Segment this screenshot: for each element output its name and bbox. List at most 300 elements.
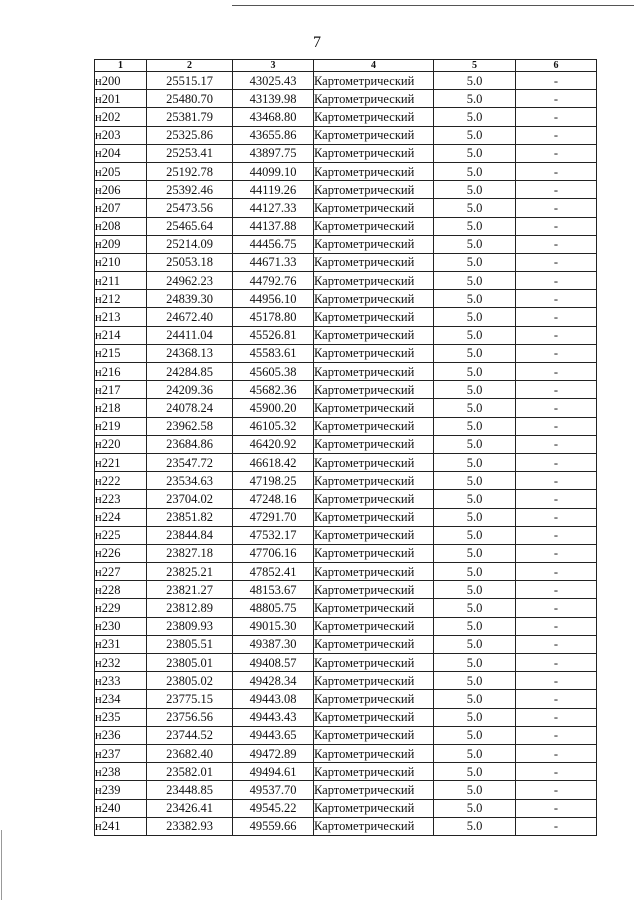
accuracy-cell: 5.0 <box>434 781 516 799</box>
y-coordinate-cell: 49387.30 <box>233 635 314 653</box>
y-coordinate-cell: 44127.33 <box>233 199 314 217</box>
note-cell: - <box>516 199 597 217</box>
note-cell: - <box>516 126 597 144</box>
x-coordinate-cell: 23821.27 <box>147 581 233 599</box>
x-coordinate-cell: 23775.15 <box>147 690 233 708</box>
table-body <box>95 72 597 836</box>
accuracy-cell: 5.0 <box>434 490 516 508</box>
x-coordinate-cell: 23684.86 <box>147 435 233 453</box>
x-coordinate-cell: 23851.82 <box>147 508 233 526</box>
x-coordinate-cell: 23756.56 <box>147 708 233 726</box>
note-cell: - <box>516 272 597 290</box>
table-row <box>95 217 597 235</box>
x-coordinate-cell: 23682.40 <box>147 744 233 762</box>
accuracy-cell: 5.0 <box>434 763 516 781</box>
header-col-5: 5 <box>434 60 516 72</box>
note-cell: - <box>516 290 597 308</box>
method-cell: Картометрический <box>314 90 434 108</box>
x-coordinate-cell: 25325.86 <box>147 126 233 144</box>
point-id-cell: н202 <box>95 108 147 126</box>
top-rule <box>232 5 634 6</box>
note-cell: - <box>516 744 597 762</box>
method-cell: Картометрический <box>314 344 434 362</box>
method-cell: Картометрический <box>314 799 434 817</box>
note-cell: - <box>516 108 597 126</box>
method-cell: Картометрический <box>314 399 434 417</box>
accuracy-cell: 5.0 <box>434 144 516 162</box>
method-cell: Картометрический <box>314 781 434 799</box>
point-id-cell: н237 <box>95 744 147 762</box>
table-row <box>95 108 597 126</box>
x-coordinate-cell: 24368.13 <box>147 344 233 362</box>
header-col-6: 6 <box>516 60 597 72</box>
accuracy-cell: 5.0 <box>434 635 516 653</box>
y-coordinate-cell: 49472.89 <box>233 744 314 762</box>
method-cell: Картометрический <box>314 672 434 690</box>
scan-margin-mark <box>1 830 2 900</box>
y-coordinate-cell: 46105.32 <box>233 417 314 435</box>
header-col-1: 1 <box>95 60 147 72</box>
accuracy-cell: 5.0 <box>434 690 516 708</box>
point-id-cell: н212 <box>95 290 147 308</box>
table-row <box>95 508 597 526</box>
y-coordinate-cell: 44119.26 <box>233 181 314 199</box>
note-cell: - <box>516 363 597 381</box>
accuracy-cell: 5.0 <box>434 381 516 399</box>
point-id-cell: н214 <box>95 326 147 344</box>
table-row <box>95 363 597 381</box>
x-coordinate-cell: 23809.93 <box>147 617 233 635</box>
method-cell: Картометрический <box>314 108 434 126</box>
method-cell: Картометрический <box>314 490 434 508</box>
accuracy-cell: 5.0 <box>434 126 516 144</box>
method-cell: Картометрический <box>314 435 434 453</box>
point-id-cell: н209 <box>95 235 147 253</box>
table-row <box>95 781 597 799</box>
y-coordinate-cell: 43468.80 <box>233 108 314 126</box>
accuracy-cell: 5.0 <box>434 326 516 344</box>
y-coordinate-cell: 49408.57 <box>233 654 314 672</box>
accuracy-cell: 5.0 <box>434 599 516 617</box>
y-coordinate-cell: 49545.22 <box>233 799 314 817</box>
note-cell: - <box>516 654 597 672</box>
y-coordinate-cell: 47706.16 <box>233 544 314 562</box>
table-row <box>95 672 597 690</box>
note-cell: - <box>516 144 597 162</box>
note-cell: - <box>516 726 597 744</box>
table-row <box>95 90 597 108</box>
point-id-cell: н220 <box>95 435 147 453</box>
method-cell: Картометрический <box>314 526 434 544</box>
x-coordinate-cell: 25515.17 <box>147 72 233 90</box>
x-coordinate-cell: 23805.01 <box>147 654 233 672</box>
x-coordinate-cell: 23382.93 <box>147 817 233 835</box>
x-coordinate-cell: 24209.36 <box>147 381 233 399</box>
accuracy-cell: 5.0 <box>434 617 516 635</box>
point-id-cell: н241 <box>95 817 147 835</box>
y-coordinate-cell: 49443.65 <box>233 726 314 744</box>
method-cell: Картометрический <box>314 326 434 344</box>
table-row <box>95 817 597 835</box>
point-id-cell: н239 <box>95 781 147 799</box>
method-cell: Картометрический <box>314 581 434 599</box>
x-coordinate-cell: 24078.24 <box>147 399 233 417</box>
point-id-cell: н225 <box>95 526 147 544</box>
x-coordinate-cell: 23812.89 <box>147 599 233 617</box>
y-coordinate-cell: 49443.43 <box>233 708 314 726</box>
point-id-cell: н201 <box>95 90 147 108</box>
table-row <box>95 162 597 180</box>
table-row <box>95 726 597 744</box>
y-coordinate-cell: 45526.81 <box>233 326 314 344</box>
x-coordinate-cell: 24839.30 <box>147 290 233 308</box>
method-cell: Картометрический <box>314 290 434 308</box>
accuracy-cell: 5.0 <box>434 708 516 726</box>
table-row <box>95 381 597 399</box>
table-row <box>95 326 597 344</box>
x-coordinate-cell: 25381.79 <box>147 108 233 126</box>
point-id-cell: н205 <box>95 162 147 180</box>
point-id-cell: н210 <box>95 253 147 271</box>
note-cell: - <box>516 472 597 490</box>
note-cell: - <box>516 417 597 435</box>
x-coordinate-cell: 23534.63 <box>147 472 233 490</box>
table-row <box>95 181 597 199</box>
y-coordinate-cell: 47248.16 <box>233 490 314 508</box>
method-cell: Картометрический <box>314 363 434 381</box>
point-id-cell: н236 <box>95 726 147 744</box>
x-coordinate-cell: 23448.85 <box>147 781 233 799</box>
point-id-cell: н204 <box>95 144 147 162</box>
method-cell: Картометрический <box>314 763 434 781</box>
method-cell: Картометрический <box>314 308 434 326</box>
note-cell: - <box>516 599 597 617</box>
y-coordinate-cell: 49015.30 <box>233 617 314 635</box>
x-coordinate-cell: 23827.18 <box>147 544 233 562</box>
y-coordinate-cell: 49537.70 <box>233 781 314 799</box>
x-coordinate-cell: 23547.72 <box>147 453 233 471</box>
note-cell: - <box>516 399 597 417</box>
x-coordinate-cell: 23426.41 <box>147 799 233 817</box>
method-cell: Картометрический <box>314 690 434 708</box>
point-id-cell: н228 <box>95 581 147 599</box>
x-coordinate-cell: 23825.21 <box>147 563 233 581</box>
x-coordinate-cell: 23962.58 <box>147 417 233 435</box>
method-cell: Картометрический <box>314 217 434 235</box>
method-cell: Картометрический <box>314 544 434 562</box>
accuracy-cell: 5.0 <box>434 817 516 835</box>
note-cell: - <box>516 308 597 326</box>
table-row <box>95 799 597 817</box>
method-cell: Картометрический <box>314 235 434 253</box>
method-cell: Картометрический <box>314 508 434 526</box>
point-id-cell: н208 <box>95 217 147 235</box>
table-row <box>95 472 597 490</box>
method-cell: Картометрический <box>314 617 434 635</box>
point-id-cell: н231 <box>95 635 147 653</box>
accuracy-cell: 5.0 <box>434 90 516 108</box>
y-coordinate-cell: 47532.17 <box>233 526 314 544</box>
point-id-cell: н216 <box>95 363 147 381</box>
method-cell: Картометрический <box>314 162 434 180</box>
method-cell: Картометрический <box>314 563 434 581</box>
method-cell: Картометрический <box>314 144 434 162</box>
accuracy-cell: 5.0 <box>434 363 516 381</box>
note-cell: - <box>516 799 597 817</box>
table-row <box>95 144 597 162</box>
note-cell: - <box>516 544 597 562</box>
header-col-3: 3 <box>233 60 314 72</box>
table-row <box>95 708 597 726</box>
accuracy-cell: 5.0 <box>434 799 516 817</box>
note-cell: - <box>516 672 597 690</box>
x-coordinate-cell: 23805.02 <box>147 672 233 690</box>
note-cell: - <box>516 508 597 526</box>
table-row <box>95 744 597 762</box>
note-cell: - <box>516 217 597 235</box>
accuracy-cell: 5.0 <box>434 581 516 599</box>
accuracy-cell: 5.0 <box>434 162 516 180</box>
page-number: 7 <box>313 34 321 51</box>
point-id-cell: н238 <box>95 763 147 781</box>
coordinates-table <box>94 59 597 836</box>
note-cell: - <box>516 235 597 253</box>
accuracy-cell: 5.0 <box>434 253 516 271</box>
y-coordinate-cell: 44456.75 <box>233 235 314 253</box>
y-coordinate-cell: 43025.43 <box>233 72 314 90</box>
method-cell: Картометрический <box>314 126 434 144</box>
table-row <box>95 617 597 635</box>
x-coordinate-cell: 24284.85 <box>147 363 233 381</box>
y-coordinate-cell: 49443.08 <box>233 690 314 708</box>
note-cell: - <box>516 708 597 726</box>
accuracy-cell: 5.0 <box>434 672 516 690</box>
x-coordinate-cell: 24411.04 <box>147 326 233 344</box>
y-coordinate-cell: 45583.61 <box>233 344 314 362</box>
note-cell: - <box>516 381 597 399</box>
accuracy-cell: 5.0 <box>434 417 516 435</box>
x-coordinate-cell: 25192.78 <box>147 162 233 180</box>
accuracy-cell: 5.0 <box>434 654 516 672</box>
x-coordinate-cell: 25392.46 <box>147 181 233 199</box>
method-cell: Картометрический <box>314 744 434 762</box>
y-coordinate-cell: 44792.76 <box>233 272 314 290</box>
note-cell: - <box>516 690 597 708</box>
x-coordinate-cell: 25214.09 <box>147 235 233 253</box>
table-row <box>95 344 597 362</box>
point-id-cell: н203 <box>95 126 147 144</box>
x-coordinate-cell: 25253.41 <box>147 144 233 162</box>
table-row <box>95 199 597 217</box>
method-cell: Картометрический <box>314 726 434 744</box>
point-id-cell: н235 <box>95 708 147 726</box>
accuracy-cell: 5.0 <box>434 344 516 362</box>
table-row <box>95 399 597 417</box>
x-coordinate-cell: 25473.56 <box>147 199 233 217</box>
note-cell: - <box>516 344 597 362</box>
accuracy-cell: 5.0 <box>434 181 516 199</box>
note-cell: - <box>516 635 597 653</box>
method-cell: Картометрический <box>314 599 434 617</box>
accuracy-cell: 5.0 <box>434 744 516 762</box>
note-cell: - <box>516 490 597 508</box>
y-coordinate-cell: 47198.25 <box>233 472 314 490</box>
point-id-cell: н221 <box>95 453 147 471</box>
y-coordinate-cell: 43139.98 <box>233 90 314 108</box>
note-cell: - <box>516 781 597 799</box>
table-row <box>95 235 597 253</box>
x-coordinate-cell: 24672.40 <box>147 308 233 326</box>
y-coordinate-cell: 49428.34 <box>233 672 314 690</box>
table-header-row <box>95 60 597 72</box>
point-id-cell: н233 <box>95 672 147 690</box>
accuracy-cell: 5.0 <box>434 563 516 581</box>
table-row <box>95 435 597 453</box>
note-cell: - <box>516 563 597 581</box>
method-cell: Картометрический <box>314 453 434 471</box>
accuracy-cell: 5.0 <box>434 108 516 126</box>
table-row <box>95 72 597 90</box>
point-id-cell: н226 <box>95 544 147 562</box>
method-cell: Картометрический <box>314 381 434 399</box>
x-coordinate-cell: 25053.18 <box>147 253 233 271</box>
point-id-cell: н215 <box>95 344 147 362</box>
accuracy-cell: 5.0 <box>434 453 516 471</box>
point-id-cell: н222 <box>95 472 147 490</box>
accuracy-cell: 5.0 <box>434 217 516 235</box>
note-cell: - <box>516 453 597 471</box>
accuracy-cell: 5.0 <box>434 272 516 290</box>
accuracy-cell: 5.0 <box>434 72 516 90</box>
accuracy-cell: 5.0 <box>434 199 516 217</box>
y-coordinate-cell: 45900.20 <box>233 399 314 417</box>
method-cell: Картометрический <box>314 272 434 290</box>
y-coordinate-cell: 48153.67 <box>233 581 314 599</box>
y-coordinate-cell: 44099.10 <box>233 162 314 180</box>
accuracy-cell: 5.0 <box>434 544 516 562</box>
table-row <box>95 490 597 508</box>
point-id-cell: н230 <box>95 617 147 635</box>
method-cell: Картометрический <box>314 199 434 217</box>
y-coordinate-cell: 43655.86 <box>233 126 314 144</box>
note-cell: - <box>516 526 597 544</box>
note-cell: - <box>516 435 597 453</box>
point-id-cell: н218 <box>95 399 147 417</box>
x-coordinate-cell: 23805.51 <box>147 635 233 653</box>
y-coordinate-cell: 48805.75 <box>233 599 314 617</box>
point-id-cell: н211 <box>95 272 147 290</box>
method-cell: Картометрический <box>314 253 434 271</box>
table-row <box>95 635 597 653</box>
table-row <box>95 272 597 290</box>
method-cell: Картометрический <box>314 417 434 435</box>
note-cell: - <box>516 162 597 180</box>
table-row <box>95 563 597 581</box>
accuracy-cell: 5.0 <box>434 399 516 417</box>
method-cell: Картометрический <box>314 635 434 653</box>
point-id-cell: н200 <box>95 72 147 90</box>
note-cell: - <box>516 72 597 90</box>
method-cell: Картометрический <box>314 472 434 490</box>
accuracy-cell: 5.0 <box>434 508 516 526</box>
point-id-cell: н207 <box>95 199 147 217</box>
header-col-2: 2 <box>147 60 233 72</box>
point-id-cell: н206 <box>95 181 147 199</box>
x-coordinate-cell: 25465.64 <box>147 217 233 235</box>
accuracy-cell: 5.0 <box>434 726 516 744</box>
x-coordinate-cell: 24962.23 <box>147 272 233 290</box>
x-coordinate-cell: 23704.02 <box>147 490 233 508</box>
point-id-cell: н232 <box>95 654 147 672</box>
accuracy-cell: 5.0 <box>434 290 516 308</box>
method-cell: Картометрический <box>314 817 434 835</box>
y-coordinate-cell: 47291.70 <box>233 508 314 526</box>
y-coordinate-cell: 49494.61 <box>233 763 314 781</box>
accuracy-cell: 5.0 <box>434 308 516 326</box>
table-row <box>95 654 597 672</box>
method-cell: Картометрический <box>314 72 434 90</box>
point-id-cell: н229 <box>95 599 147 617</box>
y-coordinate-cell: 43897.75 <box>233 144 314 162</box>
table-row <box>95 253 597 271</box>
point-id-cell: н217 <box>95 381 147 399</box>
table-row <box>95 417 597 435</box>
accuracy-cell: 5.0 <box>434 472 516 490</box>
method-cell: Картометрический <box>314 181 434 199</box>
accuracy-cell: 5.0 <box>434 435 516 453</box>
accuracy-cell: 5.0 <box>434 235 516 253</box>
y-coordinate-cell: 46618.42 <box>233 453 314 471</box>
table-row <box>95 690 597 708</box>
point-id-cell: н219 <box>95 417 147 435</box>
y-coordinate-cell: 44671.33 <box>233 253 314 271</box>
table-row <box>95 526 597 544</box>
x-coordinate-cell: 25480.70 <box>147 90 233 108</box>
point-id-cell: н240 <box>95 799 147 817</box>
point-id-cell: н234 <box>95 690 147 708</box>
y-coordinate-cell: 47852.41 <box>233 563 314 581</box>
point-id-cell: н227 <box>95 563 147 581</box>
y-coordinate-cell: 45605.38 <box>233 363 314 381</box>
table-row <box>95 126 597 144</box>
y-coordinate-cell: 46420.92 <box>233 435 314 453</box>
note-cell: - <box>516 817 597 835</box>
y-coordinate-cell: 44137.88 <box>233 217 314 235</box>
y-coordinate-cell: 44956.10 <box>233 290 314 308</box>
accuracy-cell: 5.0 <box>434 526 516 544</box>
method-cell: Картометрический <box>314 708 434 726</box>
table-row <box>95 290 597 308</box>
note-cell: - <box>516 181 597 199</box>
note-cell: - <box>516 581 597 599</box>
note-cell: - <box>516 326 597 344</box>
method-cell: Картометрический <box>314 654 434 672</box>
point-id-cell: н224 <box>95 508 147 526</box>
x-coordinate-cell: 23582.01 <box>147 763 233 781</box>
table-row <box>95 599 597 617</box>
x-coordinate-cell: 23844.84 <box>147 526 233 544</box>
note-cell: - <box>516 617 597 635</box>
y-coordinate-cell: 45682.36 <box>233 381 314 399</box>
point-id-cell: н213 <box>95 308 147 326</box>
x-coordinate-cell: 23744.52 <box>147 726 233 744</box>
table-row <box>95 308 597 326</box>
table-row <box>95 453 597 471</box>
table-row <box>95 544 597 562</box>
point-id-cell: н223 <box>95 490 147 508</box>
y-coordinate-cell: 45178.80 <box>233 308 314 326</box>
table-row <box>95 581 597 599</box>
